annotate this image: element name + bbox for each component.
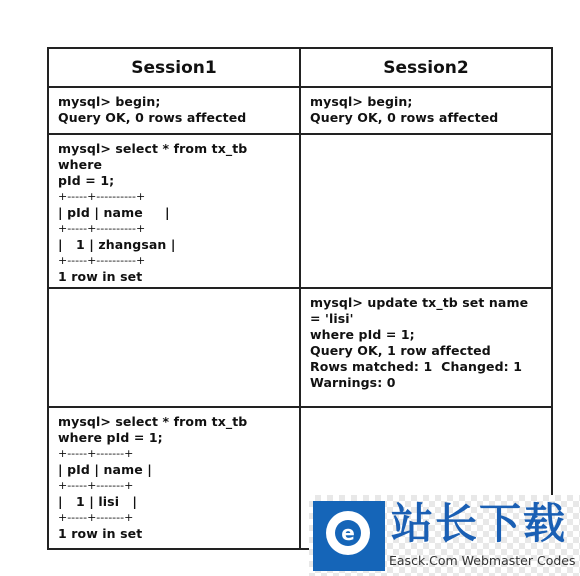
watermark-title: 站长下载	[391, 499, 568, 548]
header-session2: Session2	[300, 48, 552, 87]
sql-output	[301, 408, 551, 416]
sql-line: where pId = 1;	[58, 430, 163, 445]
session2-cell	[300, 134, 552, 288]
sql-line: Query OK, 0 rows affected	[310, 110, 499, 125]
watermark-logo	[309, 495, 580, 576]
logo-ring-icon	[326, 511, 370, 555]
sql-line: mysql> begin;	[310, 94, 413, 109]
sql-line: mysql> update tx_tb set name	[310, 295, 529, 310]
logo-badge	[313, 501, 385, 571]
sql-line: mysql> begin;	[58, 94, 161, 109]
sql-line: pId = 1;	[58, 173, 115, 188]
session1-cell	[48, 407, 300, 549]
logo-e-icon: e	[341, 521, 355, 545]
sql-line: mysql> select * from tx_tb	[58, 141, 248, 156]
sql-line: 1 row in set	[58, 269, 143, 284]
sql-line: +-----+----------+	[58, 254, 146, 267]
session2-cell	[300, 288, 552, 407]
sql-line: Query OK, 0 rows affected	[58, 110, 247, 125]
sql-output	[49, 135, 299, 287]
session2-cell	[300, 87, 552, 134]
sql-line: | 1 | lisi |	[58, 494, 138, 509]
table-row	[48, 134, 552, 288]
session1-cell	[48, 87, 300, 134]
watermark-subtitle: Easck.Com Webmaster Codes	[389, 553, 576, 568]
sql-line: Rows matched: 1 Changed: 1	[310, 359, 523, 374]
sql-line: | pId | name |	[58, 205, 170, 220]
header-session1: Session1	[48, 48, 300, 87]
sql-line: where pId = 1;	[310, 327, 415, 342]
sql-line: +-----+-------+	[58, 479, 134, 492]
header-row	[48, 48, 552, 87]
sql-output	[49, 289, 299, 297]
sql-line: +-----+----------+	[58, 222, 146, 235]
sql-line: Query OK, 1 row affected	[310, 343, 491, 358]
session1-cell	[48, 288, 300, 407]
sql-output	[301, 88, 551, 128]
sql-output	[49, 88, 299, 128]
sql-line: where	[58, 157, 103, 172]
transaction-table	[47, 47, 553, 550]
sql-line: +-----+-------+	[58, 511, 134, 524]
table-row	[48, 288, 552, 407]
sql-line: +-----+-------+	[58, 447, 134, 460]
session1-cell	[48, 134, 300, 288]
sql-line: +-----+----------+	[58, 190, 146, 203]
sql-line: | pId | name |	[58, 462, 152, 477]
sql-line: = 'lisi'	[310, 311, 354, 326]
sql-output	[49, 408, 299, 544]
sql-output	[301, 289, 551, 393]
sql-output	[301, 135, 551, 143]
sql-line: mysql> select * from tx_tb	[58, 414, 248, 429]
sql-line: 1 row in set	[58, 526, 143, 541]
sql-line: | 1 | zhangsan |	[58, 237, 176, 252]
table-row	[48, 87, 552, 134]
sql-line: Warnings: 0	[310, 375, 396, 390]
